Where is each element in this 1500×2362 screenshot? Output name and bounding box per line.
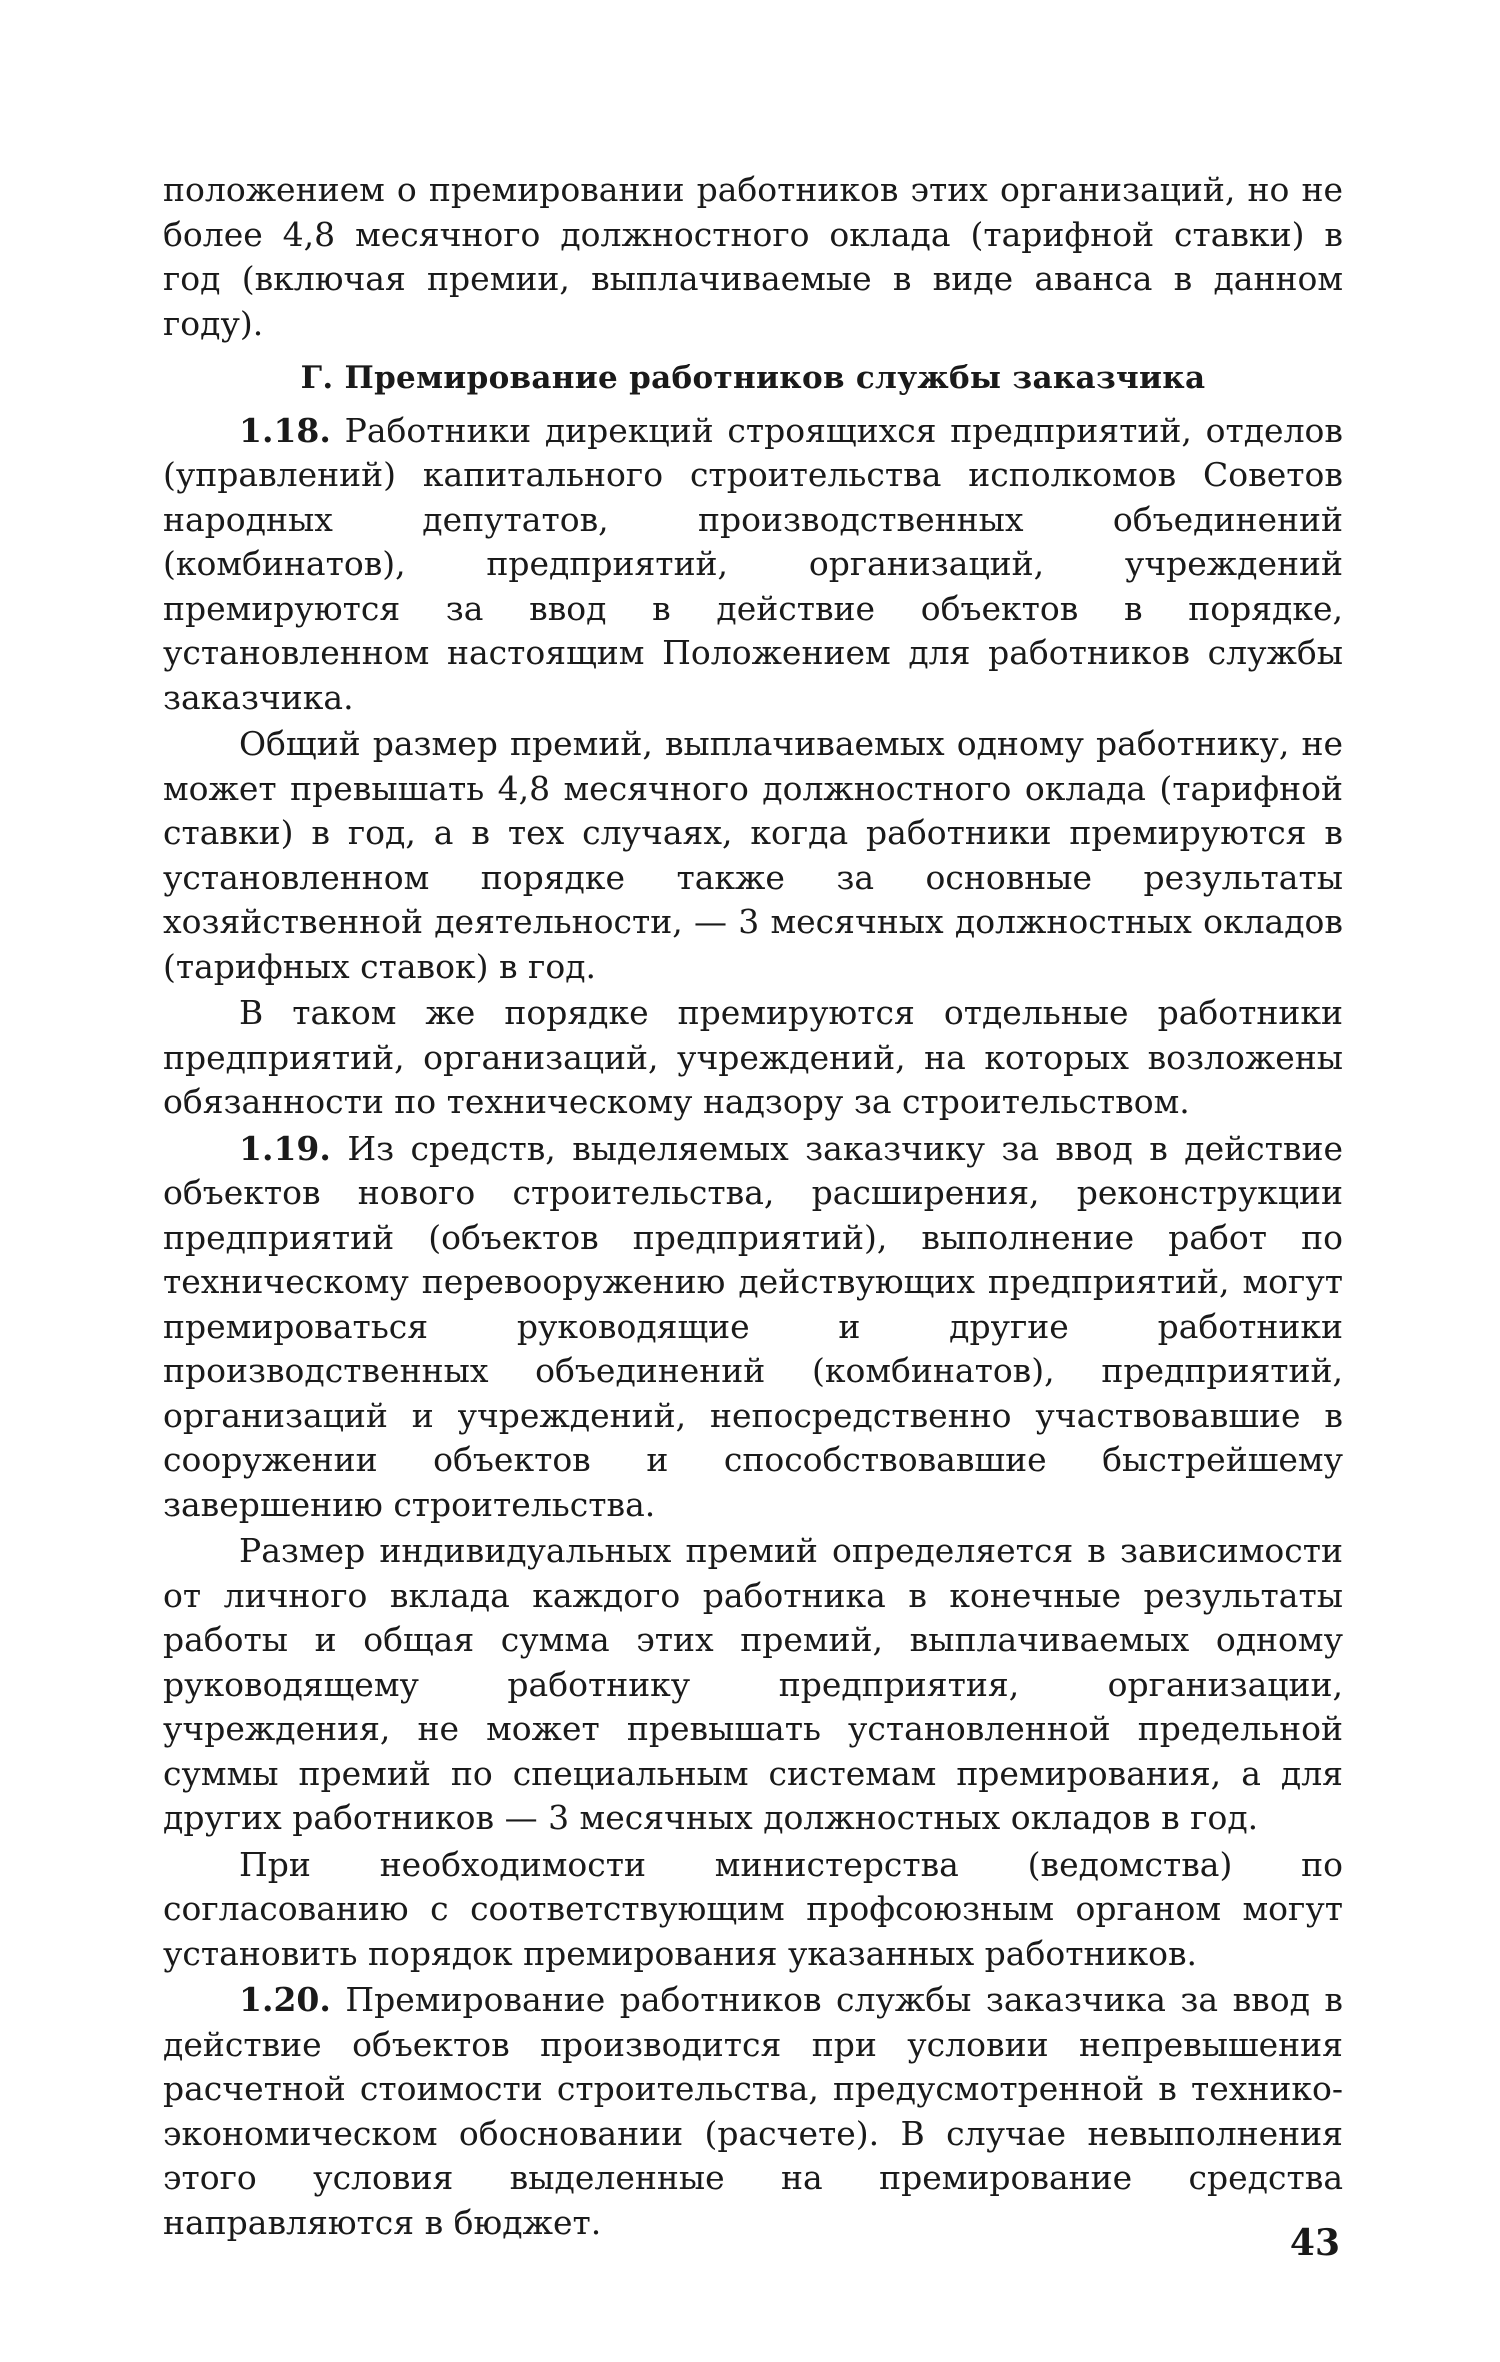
paragraph-bonus-size: Общий размер премий, выплачиваемых одному работнику, не может превышать 4,8 месячного должностного оклада (тарифной ставки) в год, а в тех случаях, когда работники премируются в установленном порядке также за основные результаты хозяйственной деятельности, — 3 месячных должностных окладов (тарифных ставок) в год. bbox=[163, 724, 1343, 986]
paragraph-continuation: положением о премировании работников этих организаций, но не более 4,8 месячного должностного оклада (тарифной ставки) в год (включая премии, выплачиваемые в виде аванса в данном году). bbox=[163, 170, 1343, 343]
paragraph-1-18 bbox=[163, 409, 1343, 721]
section-heading: Г. Премирование работников службы заказчика bbox=[300, 360, 1206, 396]
document-body bbox=[163, 168, 1343, 2245]
paragraph-technical-supervision: В таком же порядке премируются отдельные работники предприятий, организаций, учреждений, на которых возложены обязанности по техническому надзору за строительством. bbox=[163, 993, 1343, 1121]
page-number: 43 bbox=[1289, 2222, 1340, 2264]
clause-number: 1.20. bbox=[239, 1980, 331, 2019]
paragraph-text: Премирование работников службы заказчика за ввод в действие объектов производится при условии непревышения расчетной стоимости строительства, предусмотренной в технико-экономическом обосновании (расчете). В случае невыполнения этого условия выделенные на премирование средства направляются в бюджет. bbox=[163, 1980, 1343, 2242]
paragraph-text: Из средств, выделяемых заказчику за ввод в действие объектов нового строительства, расширения, реконструкции предприятий (объектов предприятий), выполнение работ по техническому перевооружению действующих предприятий, могут премироваться руководящие и другие работники производственных объединений (комбинатов), предприятий, организаций и учреждений, непосредственно участвовавшие в сооружении объектов и способствовавшие быстрейшему завершению строительства. bbox=[163, 1128, 1343, 1524]
paragraph-1-19 bbox=[163, 1127, 1343, 1528]
paragraph-text: Работники дирекций строящихся предприятий, отделов (управлений) капитального строительства исполкомов Советов народных депутатов, производственных объединений (комбинатов), предприятий, организаций, учреждений премируются за ввод в действие объектов в порядке, установленном настоящим Положением для работников службы заказчика. bbox=[163, 410, 1343, 717]
paragraph-ministry-agreement: При необходимости министерства (ведомства) по согласованию с соответствующим профсоюзным органом могут установить порядок премирования указанных работников. bbox=[163, 1844, 1343, 1973]
paragraph-1-20 bbox=[163, 1978, 1343, 2245]
paragraph-individual-bonus: Размер индивидуальных премий определяется в зависимости от личного вклада каждого работника в конечные результаты работы и общая сумма этих премий, выплачиваемых одному руководящему работнику предприятия, организации, учреждения, не может превышать установленной предельной суммы премий по специальным системам премирования, а для других работников — 3 месячных должностных окладов в год. bbox=[163, 1531, 1343, 1837]
clause-number: 1.18. bbox=[239, 410, 331, 450]
clause-number: 1.19. bbox=[239, 1128, 331, 1168]
